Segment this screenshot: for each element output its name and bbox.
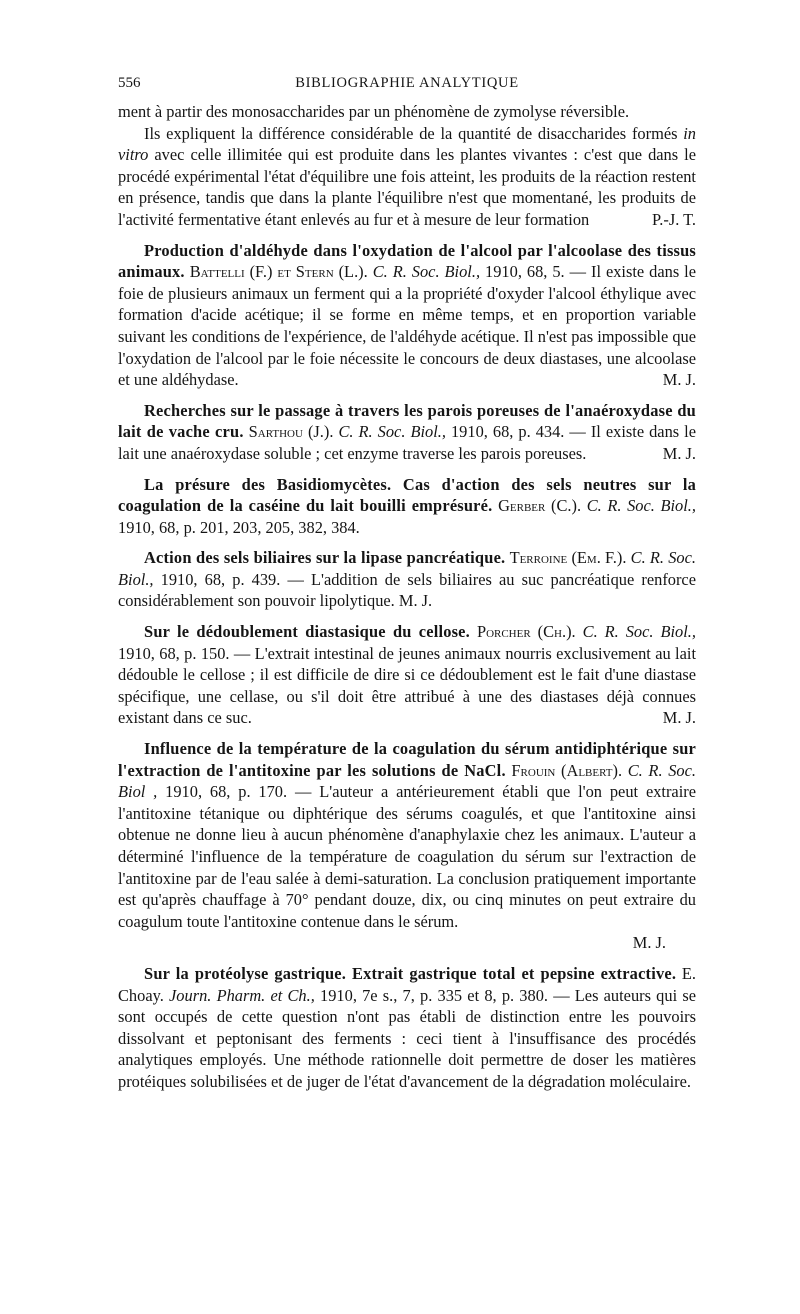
entry-summary: — Il existe dans le foie de plusieurs animaux un ferment qui a la propriété d'oxyder l'alcool éthylique avec formation d'acide acétique; il se forme en même temps, et en proportion variable suivant les conditions de l'expérience, de l'aldéhyde acétique. Il n'est pas impossible que l'oxydation de l'alcool par le foie nécessite le concours de deux diastases, une alcoolase et une aldéhydase. (118, 262, 697, 390)
entry-journal: C. R. Soc. Biol., (338, 422, 446, 442)
entry-journal: C. R. Soc. Biol., (372, 262, 481, 282)
entry-journal: Journ. Pharm. et Ch., (169, 985, 315, 1005)
signature: P.-J. T. (651, 209, 696, 229)
entry-signature: M. J. (398, 591, 433, 611)
continuation-paragraph (118, 101, 696, 123)
entry-reference: 1910, 68, 5. (485, 262, 565, 282)
entry-reference: 1910, 68, p. 434. (450, 422, 565, 442)
entry-journal: C. R. Soc. Biol., (582, 622, 696, 642)
entry-title: Influence de la température de la coagulation du sérum antidiphtérique sur l'extraction de l'antitoxine par les solutions de NaCl. (118, 739, 696, 780)
bibliography-entry (118, 240, 696, 391)
entry-title: Recherches sur le passage à travers les parois poreuses de l'anaéroxydase du lait de vache cru. (118, 400, 696, 442)
entry-summary: — Il existe dans le lait une anaéroxydase soluble ; cet enzyme traverse les parois poreuses. (118, 422, 696, 463)
running-title: BIBLIOGRAPHIE ANALYTIQUE (295, 75, 519, 91)
entry-summary: — L'addition de sels biliaires au suc pancréatique renforce considérablement son pouvoir lipolytique. (118, 569, 696, 611)
entry-authors: E. Choay. (118, 963, 696, 1005)
entry-signature: M. J. (662, 370, 696, 390)
entry-reference: 1910, 68, p. 170. (165, 782, 288, 802)
entry-authors: Frouin (Albert). (511, 760, 623, 780)
entry-reference: 1910, 68, p. 150. (118, 643, 230, 663)
bibliography-entry (118, 621, 696, 729)
continuation-text-3: avec celle illimitée qui est produite dans les plantes vivantes : c'est que dans le procédé expérimental l'état d'équilibre une fois atteint, les produits de la réaction restent en présence, tandis que dans la plante l'équilibre n'est que momentané, les produits de l'activité fermentative étant enlevés au fur et à mesure de leur formation (118, 145, 696, 229)
entry-signature: M. J. (662, 443, 696, 463)
entry-title: Sur la protéolyse gastrique. Extrait gastrique total et pepsine extractive. (144, 963, 677, 983)
entry-title: Sur le dédoublement diastasique du cellose. (144, 622, 470, 642)
entry-reference: 1910, 7e s., 7, p. 335 et 8, p. 380. (320, 985, 548, 1005)
bibliography-entry (118, 474, 696, 539)
entry-authors: Sarthou (J.). (248, 422, 334, 442)
entry-reference: 1910, 68, p. 439. (160, 569, 281, 589)
entry-summary: — L'auteur a antérieurement établi que l'on peut extraire l'antitoxine tétanique ou diphtérique des sérums coagulés, et que l'antitoxine ainsi obtenue ne donne lieu à aucun phénomène d'anaphylaxie chez les animaux. L'auteur a déterminé l'influence de la température de coagulation du sérum sur l'extraction de l'antitoxine par de l'eau salée à demi-saturation. La conclusion pratiquement importante est qu'après chauffage à 70° pendant douze, dix, ou cinq minutes on peut extraire du coagulum toute l'antitoxine contenue dans le sérum. (118, 782, 696, 931)
entry-authors: Gerber (C.). (498, 496, 582, 516)
entry-title: Action des sels biliaires sur la lipase pancréatique. (144, 548, 506, 568)
continuation-text: ment à partir des monosaccharides par un phénomène de zymolyse réversible. (118, 102, 630, 121)
entry-summary: — L'extrait intestinal de jeunes animaux nourris exclusivement au lait dédouble le cellose ; il est difficile de dire si ce dédoublement est le fait d'une diastase spécifique, une cellase, ou s'il doit être attribué à une des diastases déjà connues existant dans ce suc. (118, 643, 696, 728)
entry-signature: M. J. (632, 933, 666, 953)
running-head (118, 73, 696, 95)
entry-journal: C. R. Soc. Biol , (118, 760, 696, 802)
bibliography-entry (118, 963, 696, 1093)
entry-signature: M. J. (662, 708, 696, 728)
entry-journal: C. R. Soc. Biol., (586, 496, 696, 516)
page-number: 556 (118, 75, 141, 91)
entry-signature-line (118, 932, 696, 954)
entry-title: Production d'aldéhyde dans l'oxydation de l'alcool par l'alcoolase des tissus animaux. (118, 240, 696, 282)
entry-summary: — Les auteurs qui se sont occupés de cette question n'ont pas établi de distinction entre les pouvoirs dissolvant et peptonisant des ferments : ceci tient à l'insuffisance des procédés analytiques employés. Une méthode rationnelle doit permettre de doser les matières protéiques solubilisées et de juger de l'état d'avancement de la dégradation moléculaire. (118, 985, 696, 1091)
entry-journal: C. R. Soc. Biol., (118, 548, 696, 589)
italic-term: in vitro (118, 123, 696, 165)
bibliography-entry (118, 400, 696, 465)
bibliography-entry (118, 547, 696, 612)
entry-title: La présure des Basidiomycètes. Cas d'action des sels neutres sur la coagulation de la caséine du lait bouilli emprésuré. (118, 474, 696, 516)
entry-authors: Porcher (Ch.). (476, 622, 576, 642)
continuation-text-2: Ils expliquent la différence considérable de la quantité de disaccharides formés (144, 123, 684, 143)
entry-reference: 1910, 68, p. 201, 203, 205, 382, 384. (118, 517, 360, 537)
continuation-paragraph-2 (118, 123, 696, 231)
bibliography-entry (118, 738, 696, 932)
entry-authors: Terroine (Em. F.). (509, 548, 627, 568)
entry-authors: Battelli (F.) et Stern (L.). (189, 262, 368, 282)
